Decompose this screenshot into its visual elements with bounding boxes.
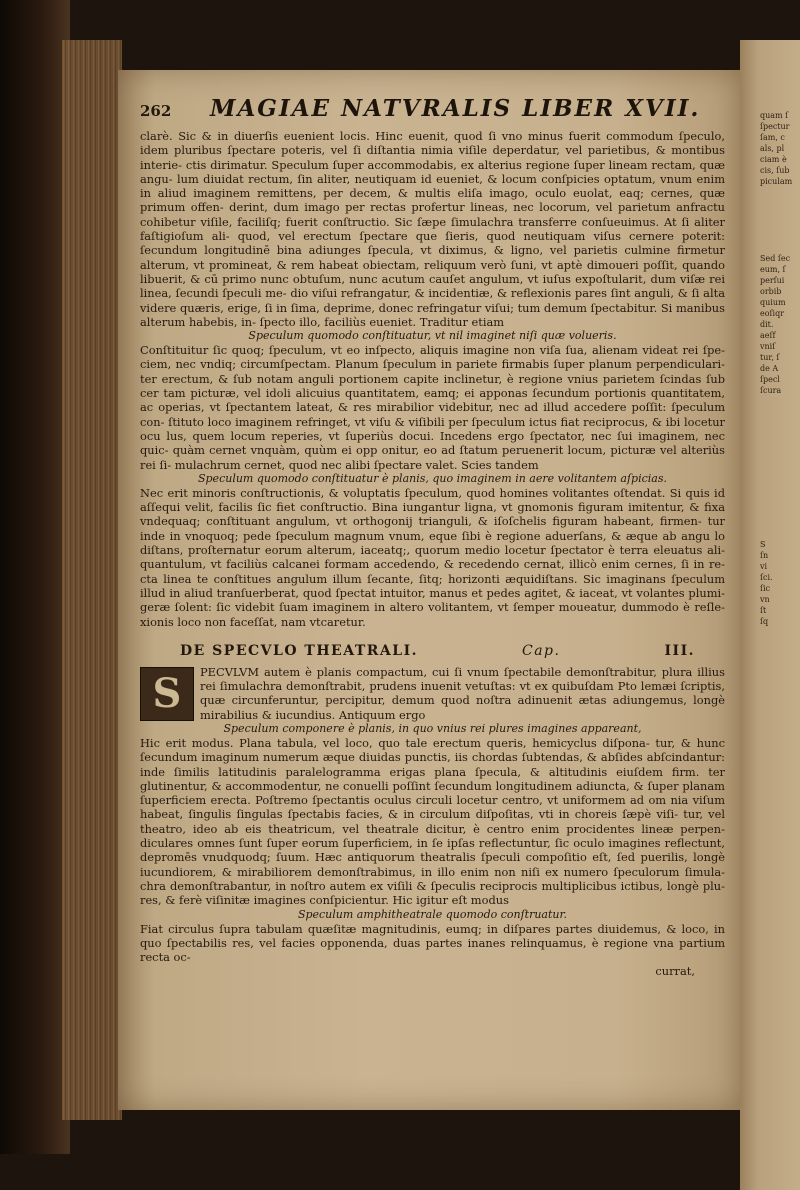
facing-page-fragment: ſic [760,584,770,593]
facing-page-fragment: piculam [760,177,793,186]
facing-page-fragment: Sed ſec [760,254,791,263]
facing-page-fragment [740,220,800,231]
facing-page-fragment: de A [760,364,779,373]
facing-page-fragment [740,231,800,242]
facing-page-fragment [740,198,800,209]
section-subhead-3: Speculum componere è planis, in quo vnius rei plures imagines appareant, [223,721,642,735]
facing-page-fragment: vi [760,562,768,571]
page-header [140,95,725,129]
facing-page-fragment: orbib [760,287,782,296]
initial-letter: S [152,669,182,717]
facing-page-fragment [740,495,800,506]
page-content [140,95,725,979]
facing-page-fragment: ſci. [760,573,773,582]
facing-page-edge [740,40,800,1190]
facing-page-fragment [740,418,800,429]
book-gutter-shadow [0,0,70,1154]
facing-page-fragment: ſam, c [760,133,785,142]
facing-page-fragment: cis, ſub [760,166,790,175]
paragraph-4: PECVLVM autem è planis compactum, cui ſi vnum ſpectabile demonſtrabitur, plura illius rei ſimulachra demonſtrabit, prudens inuenit vetuſtas: vt ex quibuſdam Pto lemæi ſcriptis, quæ circunferuntur, percipitur, demum quod noſtra adinuenit ætas adiungemus, longè mirabilius & iucundius. Antiquum ergo [200,664,725,722]
facing-page-fragment: ſt [760,606,767,615]
section-subhead-4: Speculum amphitheatrale quomodo conſtruatur. [297,907,568,921]
facing-page-fragment [740,473,800,484]
chapter-title: DE SPECVLO THEATRALI. [180,642,419,659]
facing-page-fragment: quium [760,298,786,307]
facing-page-fragment [740,407,800,418]
facing-page-fragment [740,396,800,407]
facing-page-fragment [740,187,800,198]
chapter-body [140,665,725,908]
facing-page-fragment [740,528,800,539]
facing-page-fragment: quam ſ [760,111,789,120]
page-edges [62,40,122,1120]
decorated-initial [140,667,194,721]
paragraph-1: clarè. Sic & in diuerſis euenient locis. Hinc euenit, quod ſi vno minus fuerit commodum ſpeculo, idem pluribus ſpectare poteris, vel ſi diſtantia nimia viſile deperdatur, vel parietibus, & montibus interie- ctis dirimatur. Speculum ſuper accommodabis, ex alterius regione ſuper lineam rectam, quæ angu- lum diuidat rectum, ſin aliter, neutiquam id eueniet, & locum conſpicies optatum, vnum enim in aliud imaginem remittens, per decem, & multis eliſa imago, oculo euolat, eaq; cernes, quæ primum offen- derint, dum imago per rectas profertur lineas, nec locorum, vel parietum anfractu cohibetur viſile, faciliſq; fuerit conſtructio. Sic ſæpe ſimulachra transferre conſueuimus. At ſi aliter faſtigioſum ali- quod, vel erectum ſpectare que ſieris, quod neutiquam viſus cernere poterit: ſecundum longitudinē bina adiunges ſpecula, vt diximus, & ligno, vel parietis culmine firmetur alterum, vt promineat, & rem habeat obiectam, reliquum verò ſuni, vt aptè dimoueri poſſit, quando libuerit, & cū primo nunc obtuſum, nunc acutum cauſet angulum, vt iuſus expoſtularit, dum viſæ rei linea, ſecundi ſpeculi me- dio viſui refrangatur, & incidentiæ, & reflexionis pares ſint anguli, & ſi alta videre quæris, erige, ſi in ſima, deprime, donec refringatur viſui; tum demum ſpectabitur. Si manibus alterum habebis, in- ſpecto illo, faciliùs eueniet. Traditur etiam [140,129,725,329]
facing-page-fragment: aeſf [760,331,776,340]
facing-page-fragment: tur, ſ [760,353,780,362]
facing-page-fragment [740,242,800,253]
paragraph-5: Hic erit modus. Plana tabula, vel loco, quo tale erectum queris, hemicyclus diſpona- tur, & hunc ſecundum imaginum numerum æque diuidas punctis, iis chordas ſubtendas, & abſides abſcindantur: inde ſimilis latitudinis paralelogramma erigas plana ſpecula, & altitudinis eiuſdem firm. ter glutinentur, & accommodentur, ne conuelli poſſint ſecundum longitudinem adiuncta, & ſuper planam ſuperficiem erecta. Poſtremo ſpectantis oculus circuli locetur centro, vt uniformem ad om nia viſum habeat, ſingulis ſingulas ſpectabis facies, & in circulum diſpoſitas, vti in choreis ſæpè viſi- tur, vel theatro, ideo ab eis theatricum, vel theatrale dicitur, è centro enim procidentes lineæ perpen- diculares omnes ſunt ſuper eorum ſuperficiem, in ſe ipſas reflectuntur, ſic oculo imagines reflectunt, depromēs vnudquodq; ſuum. Hæc antiquorum theatralis ſpeculi compoſitio eſt, ſed puerilis, longè iucundiorem, & mirabiliorem demonſtrabimus, in illo enim non niſi ex numero ſpeculorum ſimula- chra demonſtrabantur, in noſtro autem ex viſili & ſpeculis reciprocis multiplicibus ictibus, longè plu- res, & ferè viſinitæ imagines conſpicientur. Hic igitur eſt modus [140,735,725,908]
facing-page-fragment [740,429,800,440]
paragraph-2: Conſtituitur ſic quoq; ſpeculum, vt eo inſpecto, aliquis imagine non viſa ſua, alienam videat rei ſpe- ciem, nec vndiq; circumſpectam. Planum ſpeculum in pariete firmabis ſuper planum perpendiculari- ter erectum, & ſub notam anguli portionem capite inclinetur, è regione vnius parietem ſcindas ſub cer tam picturæ, vel idoli alicuius quantitatem, eamq; ei apponas ſecundum portionis quantitatem, ac operias, vt ſpectantem lateat, & res mirabilior videbitur, nec ad illud accedere poſſit: ſpeculum con- ſtituto loco imaginem refringet, vt viſu & viſibili per ſpeculum ictus fiat reciprocus, & ibi locetur ocu lus, quem locum reperies, vt ſuperiùs docui. Incedens ergo ſpectator, nec ſui imaginem, nec quic- quàm cernet vnquàm, quùm ei opp onitur, eo ad ſtatum peruenerit locum, picturæ vel alteriùs rei ſi- mulachrum cernet, quod nec alibi ſpectare valet. Scies tandem [140,343,725,472]
facing-page-fragment: perſui [760,276,785,285]
facing-page-fragment: ſpectur [760,122,790,131]
facing-page-fragment [740,209,800,220]
facing-page-fragment: als, pl [760,144,785,153]
facing-page-fragment [740,440,800,451]
chapter-number: III. [664,642,695,659]
section-subhead-2: Speculum quomodo conſtituatur è planis, quo imaginem in aere volitantem aſpicias. [197,471,667,485]
page-number: 262 [140,102,172,120]
facing-page-fragment [740,484,800,495]
facing-page-fragment: ciam è [760,155,787,164]
facing-page-fragment: ſcura [760,386,782,395]
section-subhead-1: Speculum quomodo conſtituatur, vt nil imaginet niſi quæ volueris. [248,329,617,343]
paragraph-3: Nec erit minoris conſtructionis, & voluptatis ſpeculum, quod homines volitantes oſtendat. Si quis id aſſequi velit, facilis ſic fiet conſtructio. Bina iungantur ligna, vt gnomonis figuram imitentur, & fixa vndequaq; conſtituant angulum, vt orthogonij trianguli, & iſoſchelis figuram habeant, firmen- tur inde in vnoquoq; pede ſpeculum magnum vnum, eque ſibi è regione aduerſans, & æque ab angu lo diſtans, proſternatur eorum alterum, iaceatq;, quorum medio locetur ſpectator è terra eleuatus ali- quantulum, vt faciliùs calcanei formam accedendo, & recedendo cernat, illicò enim cernes, ſi in re- cta linea te conſtitues angulum illum ſecante, ſitq; horizonti æquidiſtans. Sic imaginans ſpeculum illud in aliud tranſuerberat, quod ſpectat intuitor, manus et pedes agitet, & iaceat, vt volantes plumi- geræ ſolent: ſic videbit ſuam imaginem in altero volitantem, vt ſemper moueatur, dummodo è reſle- xionis loco non faceſſat, nam vtcaretur. [140,485,725,629]
facing-page-fragment [740,462,800,473]
facing-page-fragment: vn [760,595,770,604]
catchword: currat, [655,964,695,979]
facing-page-fragment: eum, ſ [760,265,786,274]
facing-page-fragment: dit. [760,320,774,329]
paragraph-6: Fiat circulus ſupra tabulam quæſitæ magnitudinis, eumq; in diſpares partes diuidemus, & loco, in quo ſpectabilis res, vel facies opponenda, duas partes inanes relinquamus, è regione vna partium recta oc- [140,921,725,965]
facing-page-fragment [740,451,800,462]
facing-page-fragment: ſpecl [760,375,780,384]
facing-page-fragment: vniſ [760,342,776,351]
facing-page-fragment [740,506,800,517]
facing-page-fragment [740,517,800,528]
facing-page-fragment: S [760,540,766,549]
running-title: MAGIAE NATVRALIS LIBER XVII. [210,95,701,122]
chapter-cap-label: Cap. [522,642,561,659]
facing-page-fragment: eoſiqr [760,309,785,318]
facing-page-fragment: ſq [760,617,769,626]
chapter-heading [140,643,725,659]
facing-page-fragment: ſn [760,551,769,560]
